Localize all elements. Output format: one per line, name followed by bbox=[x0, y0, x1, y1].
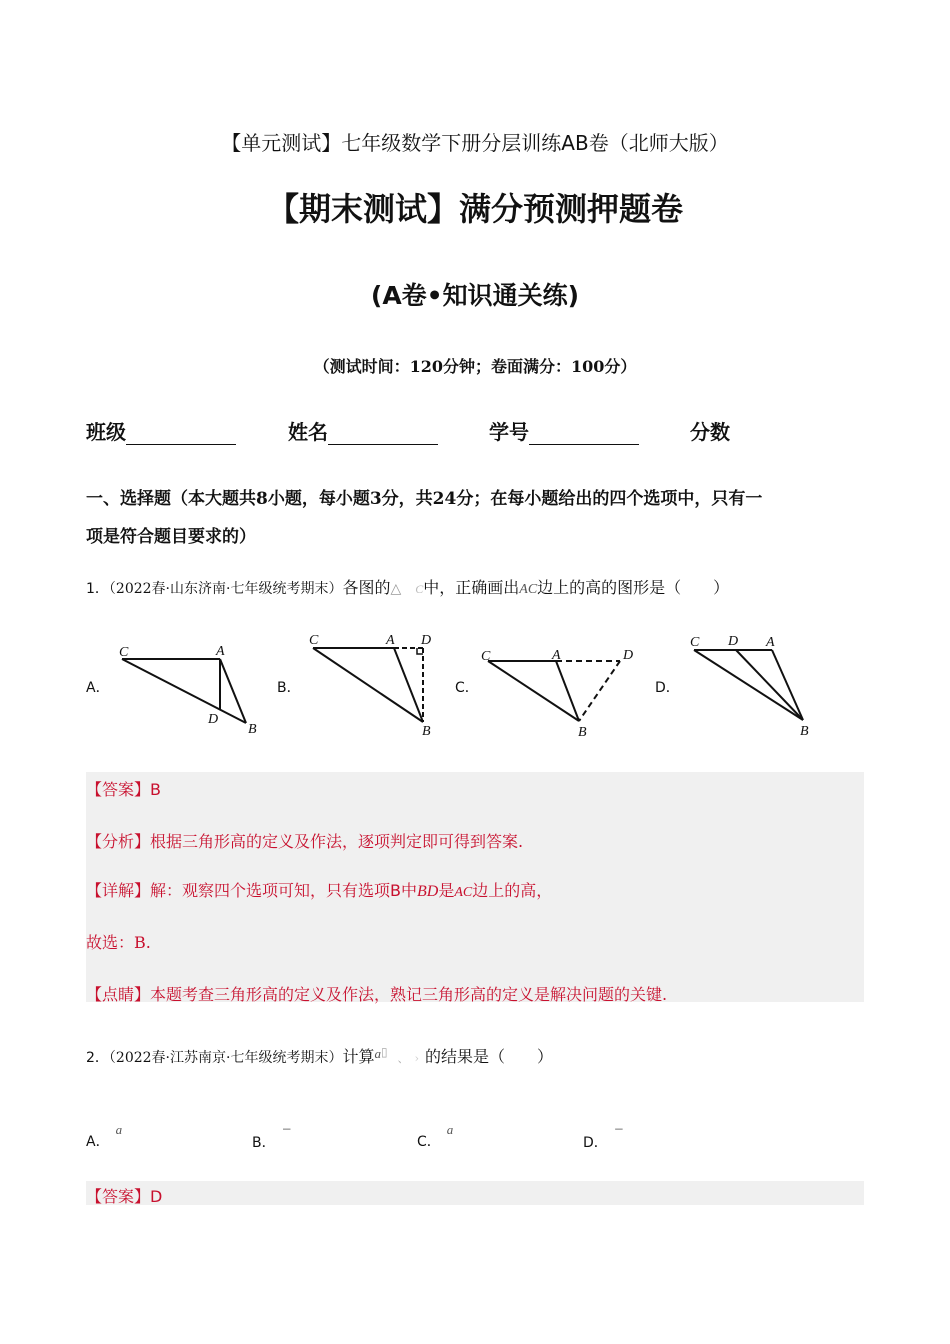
fig-d-label-a: A bbox=[766, 635, 775, 650]
q1-detail bbox=[86, 878, 552, 901]
q2-source: （2022春·江苏南京·七年级统考期末） bbox=[108, 1050, 343, 1066]
fig-a-label-a: A bbox=[216, 644, 225, 659]
q1-detail-ac: AC bbox=[454, 885, 473, 900]
name-label: 姓名 bbox=[288, 420, 328, 444]
q2-option-a[interactable] bbox=[86, 1122, 122, 1151]
q1-answer bbox=[86, 777, 161, 800]
q2-option-a-letter: A． bbox=[86, 1134, 110, 1150]
class-blank bbox=[126, 424, 236, 445]
q1-answer-tag: 【答案】 bbox=[86, 780, 151, 799]
q2-answer-box bbox=[86, 1181, 864, 1205]
name-blank bbox=[328, 424, 438, 445]
q1-detail-tag: 【详解】 bbox=[86, 881, 151, 900]
q2-answer-value: D bbox=[150, 1187, 163, 1206]
q1-option-c-letter[interactable]: C． bbox=[455, 680, 479, 696]
q1-figure-a bbox=[112, 640, 272, 744]
q2-sym-box: ▯ bbox=[380, 1045, 388, 1059]
q1-sym-ac: AC bbox=[519, 582, 538, 597]
q1-option-d-letter[interactable]: D． bbox=[655, 680, 680, 696]
q2-sym-dot: 、 bbox=[397, 1052, 409, 1065]
fig-b-label-d: D bbox=[421, 633, 432, 648]
q2-stem bbox=[86, 1044, 553, 1067]
q1-text-a: 各图的 bbox=[342, 578, 391, 597]
series-title: 【单元测试】七年级数学下册分层训练AB卷（北师大版） bbox=[221, 131, 729, 155]
q1-detail-text-c: 中 bbox=[401, 881, 418, 900]
exam-info: （测试时间：120分钟；卷面满分：100分） bbox=[313, 357, 637, 376]
page-title: 【期末测试】满分预测押题卷 bbox=[266, 190, 683, 228]
q1-detail-option-b: B bbox=[390, 881, 402, 900]
fig-c-label-c: C bbox=[481, 649, 491, 664]
q2-option-d-value: − bbox=[613, 1122, 624, 1136]
q2-answer-tag: 【答案】 bbox=[86, 1187, 151, 1206]
q1-detail-text-e: 边上的高， bbox=[472, 881, 553, 900]
id-blank bbox=[529, 424, 639, 445]
q2-option-c-letter: C． bbox=[417, 1134, 441, 1150]
q1-analysis bbox=[86, 829, 523, 852]
section-heading-line2: 项是符合题目要求的） bbox=[86, 527, 256, 547]
section-heading-line1: 一、选择题（本大题共8小题，每小题3分，共24分；在每小题给出的四个选项中，只有一 bbox=[86, 489, 763, 509]
fig-c-label-b: B bbox=[578, 725, 587, 740]
q1-text-c: 边上的高的图形是（ ） bbox=[537, 578, 730, 597]
q2-option-a-value: a bbox=[115, 1122, 123, 1137]
q2-number: 2． bbox=[86, 1050, 109, 1066]
q1-stem bbox=[86, 575, 729, 598]
q1-detail-text-a: 解：观察四个选项可知，只有选项 bbox=[150, 881, 391, 900]
q2-text-b: 的结果是（ ） bbox=[424, 1047, 553, 1066]
q2-sym-paren: › bbox=[414, 1052, 419, 1065]
q1-source: （2022春·山东济南·七年级统考期末） bbox=[108, 581, 343, 597]
q1-number: 1． bbox=[86, 581, 109, 597]
q2-option-b-letter: B． bbox=[252, 1135, 276, 1151]
class-label: 班级 bbox=[86, 420, 126, 444]
fig-a-label-b: B bbox=[248, 722, 257, 737]
q2-option-c-value: a bbox=[446, 1122, 454, 1137]
q1-option-b-letter[interactable]: B． bbox=[277, 680, 301, 696]
fig-a-label-d: D bbox=[208, 712, 219, 727]
q1-sym-c: C bbox=[415, 582, 424, 596]
q2-sym-a: a bbox=[374, 1046, 381, 1061]
q1-comment bbox=[86, 982, 667, 1005]
q1-conclusion: 故选：B. bbox=[86, 933, 151, 952]
q1-figure-c bbox=[478, 645, 648, 749]
q1-detail-text-d: 是 bbox=[438, 881, 455, 900]
q2-option-b-value: − bbox=[281, 1122, 292, 1136]
q1-analysis-text: 根据三角形高的定义及作法，逐项判定即可得到答案. bbox=[150, 832, 524, 851]
q1-text-b: 中，正确画出 bbox=[423, 578, 520, 597]
q2-option-d-letter: D． bbox=[583, 1135, 608, 1151]
q1-detail-bd: BD bbox=[417, 883, 439, 900]
q1-figure-d bbox=[686, 630, 826, 744]
page-subtitle: (A卷•知识通关练) bbox=[370, 281, 580, 310]
fig-a-label-c: C bbox=[119, 645, 129, 660]
fig-d-label-d: D bbox=[728, 634, 739, 649]
id-label: 学号 bbox=[489, 420, 529, 444]
name-field bbox=[288, 416, 438, 445]
fig-d-label-c: C bbox=[690, 635, 700, 650]
fig-b-label-b: B bbox=[422, 724, 431, 739]
q1-option-a-letter[interactable]: A． bbox=[86, 680, 110, 696]
q2-option-d[interactable] bbox=[583, 1122, 624, 1152]
class-field bbox=[86, 416, 236, 445]
fig-d-label-b: B bbox=[800, 724, 809, 739]
q1-comment-text: 本题考查三角形高的定义及作法，熟记三角形高的定义是解决问题的关键. bbox=[150, 985, 668, 1004]
q1-comment-tag: 【点睛】 bbox=[86, 985, 151, 1004]
q2-text-a: 计算 bbox=[342, 1047, 375, 1066]
q1-sym-triangle: △ bbox=[390, 582, 402, 597]
fig-c-label-d: D bbox=[623, 648, 634, 663]
fig-b-label-c: C bbox=[309, 633, 319, 648]
q1-answer-value: B bbox=[150, 780, 161, 799]
q2-option-b[interactable] bbox=[252, 1122, 292, 1152]
id-field bbox=[489, 416, 639, 445]
fig-c-label-a: A bbox=[552, 648, 561, 663]
q1-figure-b bbox=[306, 630, 446, 744]
fig-b-label-a: A bbox=[386, 633, 395, 648]
q2-answer bbox=[86, 1184, 162, 1207]
score-label: 分数 bbox=[690, 420, 730, 444]
q1-analysis-tag: 【分析】 bbox=[86, 832, 151, 851]
q2-option-c[interactable] bbox=[417, 1122, 453, 1151]
